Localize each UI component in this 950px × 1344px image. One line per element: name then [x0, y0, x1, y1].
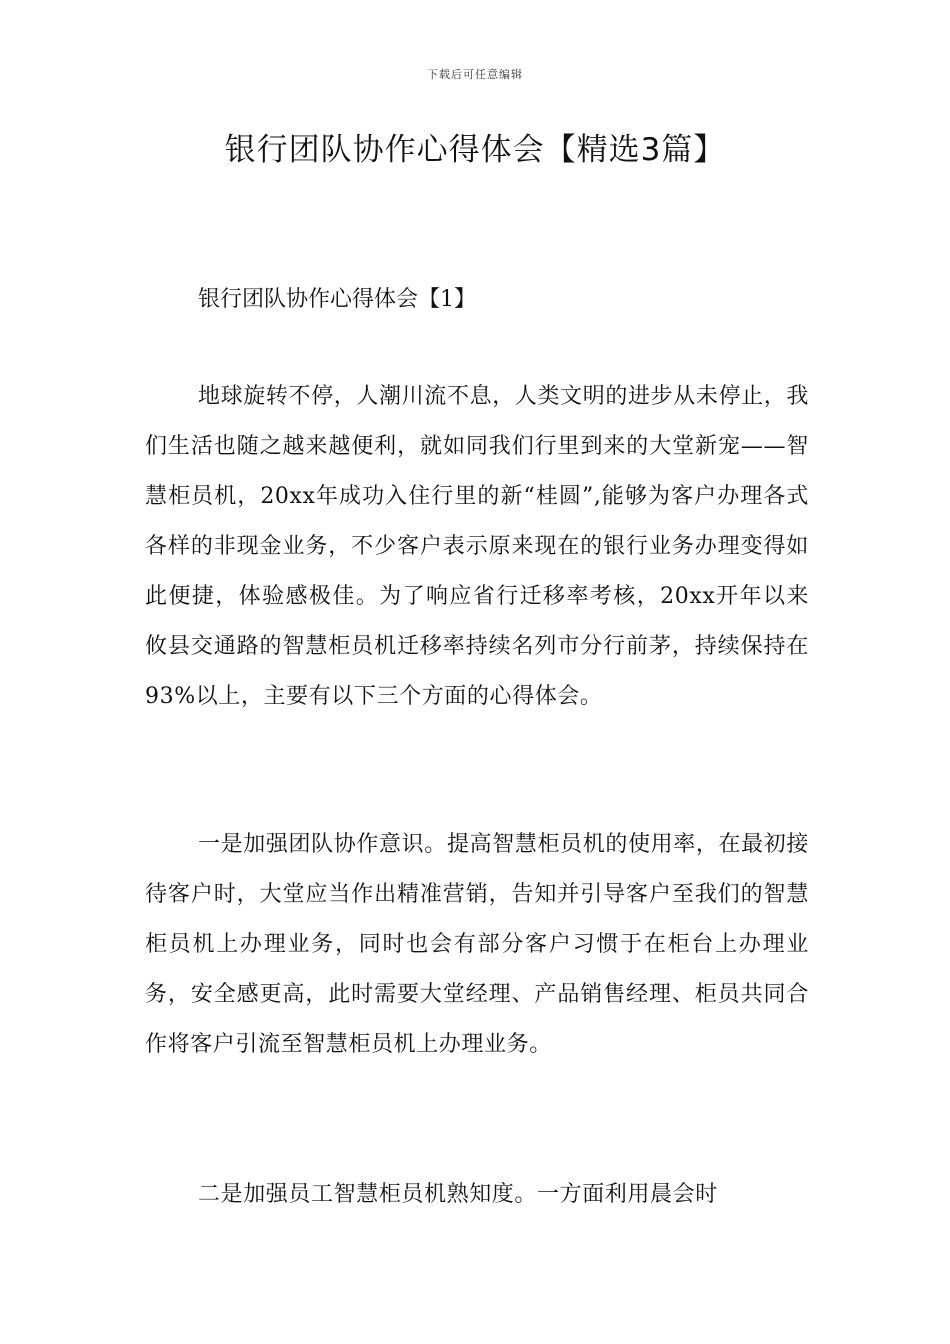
paragraph-point-two: 二是加强员工智慧柜员机熟知度。一方面利用晨会时: [198, 1182, 718, 1207]
paragraph-intro: 地球旋转不停，人潮川流不息，人类文明的进步从未停止，我们生活也随之越来越便利，就如同我们行里到来的大堂新宠——智慧柜员机，20xx年成功入住行里的新“桂圆”,能够为客户办理各式各样的非现金业务，不少客户表示原来现在的银行业务办理变得如此便捷，体验感极佳。为了响应省行迁移率考核，20xx开年以来攸县交通路的智慧柜员机迁移率持续名列市分行前茅，持续保持在93%以上，主要有以下三个方面的心得体会。: [145, 384, 809, 709]
document-title: 银行团队协作心得体会【精选3篇】: [224, 132, 726, 168]
section-heading: 银行团队协作心得体会【1】: [198, 287, 476, 312]
header-note: 下载后可任意编辑: [427, 68, 523, 81]
paragraph-point-one: 一是加强团队协作意识。提高智慧柜员机的使用率，在最初接待客户时，大堂应当作出精准营销，告知并引导客户至我们的智慧柜员机上办理业务，同时也会有部分客户习惯于在柜台上办理业务，安全感更高，此时需要大堂经理、产品销售经理、柜员共同合作将客户引流至智慧柜员机上办理业务。: [145, 832, 809, 1057]
